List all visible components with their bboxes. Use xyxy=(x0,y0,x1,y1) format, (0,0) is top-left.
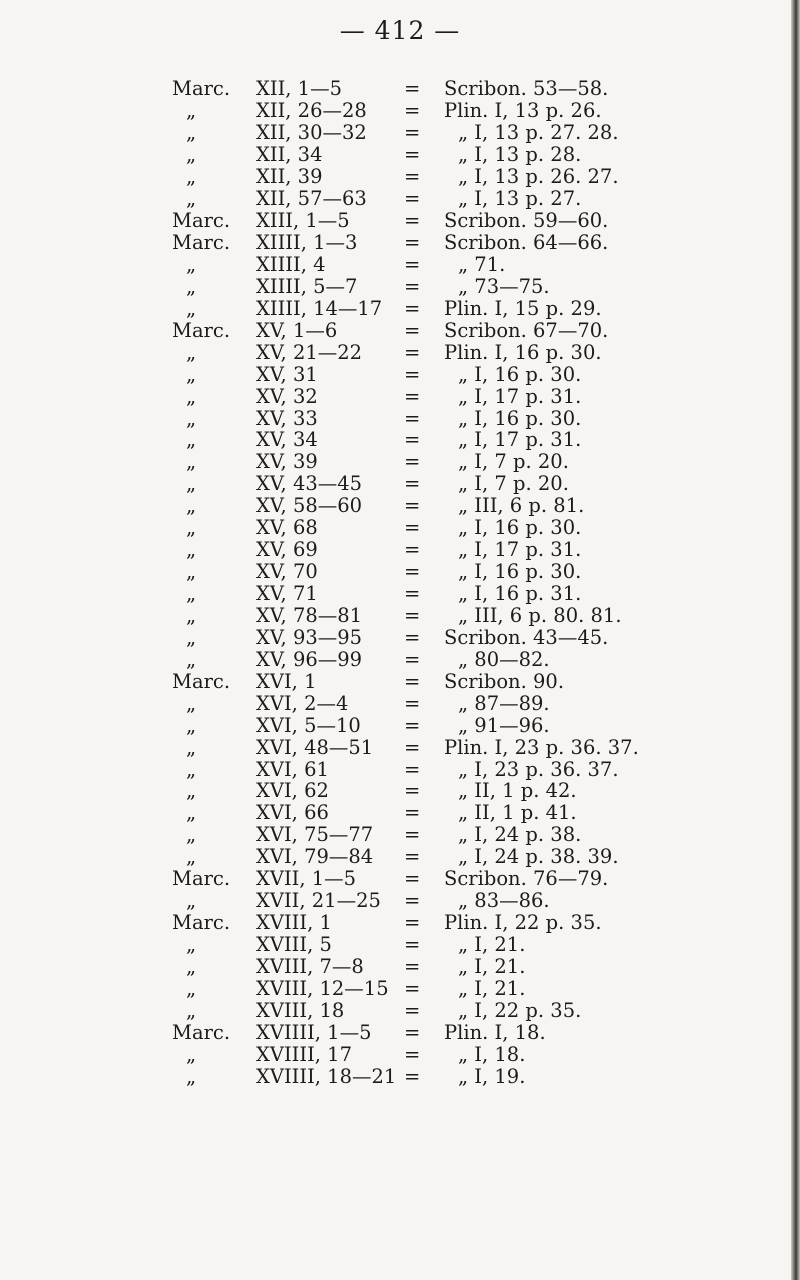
reference-cell: XII, 30—32 xyxy=(256,121,367,145)
reference-cell: XVIIII, 17 xyxy=(256,1042,352,1066)
equals-sign: = xyxy=(404,998,421,1022)
author-cell: „ xyxy=(186,384,197,408)
table-row xyxy=(172,275,639,297)
table-row xyxy=(172,78,639,100)
reference-cell: XV, 71 xyxy=(256,582,318,606)
source-cell: „ I, 16 p. 31. xyxy=(458,582,582,606)
source-cell: „ I, 21. xyxy=(458,976,526,1000)
source-cell: Scribon. 59—60. xyxy=(444,209,609,233)
reference-cell: XVIII, 1 xyxy=(256,911,332,935)
equals-sign: = xyxy=(404,187,421,211)
author-cell: „ xyxy=(186,450,197,474)
author-cell: „ xyxy=(186,252,197,276)
source-cell: „ III, 6 p. 81. xyxy=(458,494,585,518)
table-row xyxy=(172,451,639,473)
table-row xyxy=(172,407,639,429)
equals-sign: = xyxy=(404,362,421,386)
reference-cell: XIII, 1—5 xyxy=(256,209,350,233)
source-cell: „ 91—96. xyxy=(458,713,550,737)
equals-sign: = xyxy=(404,1020,421,1044)
source-cell: „ II, 1 p. 41. xyxy=(458,801,577,825)
reference-cell: XV, 70 xyxy=(256,560,318,584)
reference-cell: XVIII, 18 xyxy=(256,998,345,1022)
author-cell: „ xyxy=(186,538,197,562)
equals-sign: = xyxy=(404,428,421,452)
source-cell: „ I, 18. xyxy=(458,1042,526,1066)
reference-cell: XV, 32 xyxy=(256,384,318,408)
source-cell: „ I, 21. xyxy=(458,933,526,957)
table-row xyxy=(172,670,639,692)
reference-cell: XVII, 1—5 xyxy=(256,867,357,891)
author-cell: „ xyxy=(186,933,197,957)
source-cell: Scribon. 43—45. xyxy=(444,625,609,649)
author-cell: „ xyxy=(186,143,197,167)
page-edge xyxy=(791,0,800,1280)
source-cell: Plin. I, 22 p. 35. xyxy=(444,911,602,935)
table-row xyxy=(172,363,639,385)
reference-cell: XV, 39 xyxy=(256,450,318,474)
source-cell: „ I, 19. xyxy=(458,1064,526,1088)
reference-cell: XVI, 5—10 xyxy=(256,713,361,737)
author-cell: Marc. xyxy=(172,209,231,233)
source-cell: „ 80—82. xyxy=(458,647,550,671)
author-cell: „ xyxy=(186,362,197,386)
table-row xyxy=(172,188,639,210)
table-row xyxy=(172,539,639,561)
author-cell: „ xyxy=(186,516,197,540)
reference-cell: XVIII, 7—8 xyxy=(256,954,364,978)
table-row xyxy=(172,934,639,956)
reference-cell: XII, 39 xyxy=(256,165,323,189)
table-row xyxy=(172,561,639,583)
source-cell: Scribon. 64—66. xyxy=(444,231,609,255)
source-cell: „ 87—89. xyxy=(458,691,550,715)
source-cell: „ 71. xyxy=(458,252,506,276)
equals-sign: = xyxy=(404,691,421,715)
table-row xyxy=(172,780,639,802)
source-cell: „ I, 13 p. 28. xyxy=(458,143,582,167)
equals-sign: = xyxy=(404,296,421,320)
reference-cell: XVI, 48—51 xyxy=(256,735,374,759)
source-cell: Plin. I, 23 p. 36. 37. xyxy=(444,735,639,759)
equals-sign: = xyxy=(404,625,421,649)
equals-sign: = xyxy=(404,274,421,298)
reference-cell: XVI, 62 xyxy=(256,779,329,803)
equals-sign: = xyxy=(404,582,421,606)
reference-cell: XV, 1—6 xyxy=(256,318,338,342)
concordance-table xyxy=(172,78,639,1087)
equals-sign: = xyxy=(404,911,421,935)
equals-sign: = xyxy=(404,252,421,276)
reference-cell: XVIIII, 1—5 xyxy=(256,1020,372,1044)
equals-sign: = xyxy=(404,231,421,255)
table-row xyxy=(172,385,639,407)
reference-cell: XIIII, 14—17 xyxy=(256,296,383,320)
author-cell: „ xyxy=(186,187,197,211)
equals-sign: = xyxy=(404,384,421,408)
author-cell: Marc. xyxy=(172,318,231,342)
author-cell: „ xyxy=(186,691,197,715)
source-cell: „ I, 16 p. 30. xyxy=(458,406,582,430)
table-row xyxy=(172,210,639,232)
author-cell: „ xyxy=(186,976,197,1000)
source-cell: „ 83—86. xyxy=(458,889,550,913)
source-cell: „ I, 22 p. 35. xyxy=(458,998,582,1022)
source-cell: „ I, 23 p. 36. 37. xyxy=(458,757,619,781)
equals-sign: = xyxy=(404,1064,421,1088)
equals-sign: = xyxy=(404,647,421,671)
source-cell: Scribon. 76—79. xyxy=(444,867,609,891)
source-cell: „ I, 13 p. 26. 27. xyxy=(458,165,619,189)
author-cell: „ xyxy=(186,625,197,649)
reference-cell: XV, 58—60 xyxy=(256,494,363,518)
reference-cell: XV, 96—99 xyxy=(256,647,363,671)
author-cell: „ xyxy=(186,801,197,825)
source-cell: Plin. I, 18. xyxy=(444,1020,546,1044)
table-row xyxy=(172,736,639,758)
source-cell: Scribon. 90. xyxy=(444,669,565,693)
table-row xyxy=(172,626,639,648)
reference-cell: XV, 31 xyxy=(256,362,318,386)
source-cell: „ I, 16 p. 30. xyxy=(458,516,582,540)
source-cell: „ 73—75. xyxy=(458,274,550,298)
source-cell: „ I, 16 p. 30. xyxy=(458,362,582,386)
table-row xyxy=(172,473,639,495)
author-cell: „ xyxy=(186,121,197,145)
author-cell: „ xyxy=(186,823,197,847)
reference-cell: XII, 57—63 xyxy=(256,187,367,211)
source-cell: „ I, 24 p. 38. 39. xyxy=(458,845,619,869)
equals-sign: = xyxy=(404,121,421,145)
author-cell: „ xyxy=(186,779,197,803)
table-row xyxy=(172,846,639,868)
equals-sign: = xyxy=(404,735,421,759)
equals-sign: = xyxy=(404,889,421,913)
source-cell: „ I, 17 p. 31. xyxy=(458,384,582,408)
reference-cell: XV, 68 xyxy=(256,516,318,540)
author-cell: „ xyxy=(186,735,197,759)
author-cell: „ xyxy=(186,1042,197,1066)
table-row xyxy=(172,714,639,736)
table-row xyxy=(172,144,639,166)
source-cell: „ I, 16 p. 30. xyxy=(458,560,582,584)
reference-cell: XV, 93—95 xyxy=(256,625,363,649)
author-cell: Marc. xyxy=(172,231,231,255)
equals-sign: = xyxy=(404,538,421,562)
equals-sign: = xyxy=(404,801,421,825)
source-cell: „ I, 17 p. 31. xyxy=(458,538,582,562)
table-row xyxy=(172,254,639,276)
author-cell: „ xyxy=(186,340,197,364)
author-cell: „ xyxy=(186,296,197,320)
table-row xyxy=(172,758,639,780)
source-cell: „ I, 17 p. 31. xyxy=(458,428,582,452)
table-row xyxy=(172,802,639,824)
author-cell: Marc. xyxy=(172,867,231,891)
source-cell: „ I, 21. xyxy=(458,954,526,978)
reference-cell: XVII, 21—25 xyxy=(256,889,381,913)
author-cell: „ xyxy=(186,582,197,606)
table-row xyxy=(172,692,639,714)
reference-cell: XVIII, 5 xyxy=(256,933,332,957)
reference-cell: XVIIII, 18—21 xyxy=(256,1064,397,1088)
author-cell: „ xyxy=(186,998,197,1022)
reference-cell: XV, 33 xyxy=(256,406,318,430)
equals-sign: = xyxy=(404,713,421,737)
reference-cell: XV, 21—22 xyxy=(256,340,363,364)
reference-cell: XVI, 79—84 xyxy=(256,845,374,869)
reference-cell: XV, 43—45 xyxy=(256,472,363,496)
equals-sign: = xyxy=(404,340,421,364)
author-cell: Marc. xyxy=(172,669,231,693)
reference-cell: XIIII, 1—3 xyxy=(256,231,358,255)
author-cell: „ xyxy=(186,494,197,518)
equals-sign: = xyxy=(404,165,421,189)
equals-sign: = xyxy=(404,845,421,869)
reference-cell: XVI, 66 xyxy=(256,801,329,825)
table-row xyxy=(172,341,639,363)
table-row xyxy=(172,912,639,934)
equals-sign: = xyxy=(404,1042,421,1066)
source-cell: Plin. I, 15 p. 29. xyxy=(444,296,602,320)
source-cell: „ I, 13 p. 27. 28. xyxy=(458,121,619,145)
equals-sign: = xyxy=(404,99,421,123)
table-row xyxy=(172,1043,639,1065)
equals-sign: = xyxy=(404,560,421,584)
table-row xyxy=(172,166,639,188)
table-row xyxy=(172,956,639,978)
reference-cell: XII, 1—5 xyxy=(256,77,342,101)
author-cell: „ xyxy=(186,406,197,430)
table-row xyxy=(172,648,639,670)
table-row xyxy=(172,999,639,1021)
author-cell: „ xyxy=(186,713,197,737)
equals-sign: = xyxy=(404,603,421,627)
table-row xyxy=(172,977,639,999)
equals-sign: = xyxy=(404,976,421,1000)
table-row xyxy=(172,605,639,627)
reference-cell: XV, 69 xyxy=(256,538,318,562)
author-cell: „ xyxy=(186,560,197,584)
author-cell: Marc. xyxy=(172,1020,231,1044)
reference-cell: XVI, 2—4 xyxy=(256,691,349,715)
equals-sign: = xyxy=(404,954,421,978)
reference-cell: XV, 78—81 xyxy=(256,603,363,627)
equals-sign: = xyxy=(404,494,421,518)
equals-sign: = xyxy=(404,77,421,101)
equals-sign: = xyxy=(404,669,421,693)
reference-cell: XIIII, 4 xyxy=(256,252,326,276)
source-cell: Scribon. 67—70. xyxy=(444,318,609,342)
equals-sign: = xyxy=(404,406,421,430)
table-row xyxy=(172,232,639,254)
reference-cell: XII, 34 xyxy=(256,143,323,167)
equals-sign: = xyxy=(404,933,421,957)
table-row xyxy=(172,495,639,517)
source-cell: Plin. I, 16 p. 30. xyxy=(444,340,602,364)
source-cell: Plin. I, 13 p. 26. xyxy=(444,99,602,123)
source-cell: „ I, 24 p. 38. xyxy=(458,823,582,847)
author-cell: „ xyxy=(186,274,197,298)
author-cell: Marc. xyxy=(172,77,231,101)
table-row xyxy=(172,517,639,539)
table-row xyxy=(172,890,639,912)
reference-cell: XV, 34 xyxy=(256,428,318,452)
author-cell: „ xyxy=(186,428,197,452)
table-row xyxy=(172,297,639,319)
author-cell: „ xyxy=(186,954,197,978)
reference-cell: XIIII, 5—7 xyxy=(256,274,358,298)
source-cell: „ I, 7 p. 20. xyxy=(458,450,569,474)
reference-cell: XII, 26—28 xyxy=(256,99,367,123)
equals-sign: = xyxy=(404,779,421,803)
equals-sign: = xyxy=(404,823,421,847)
author-cell: „ xyxy=(186,603,197,627)
equals-sign: = xyxy=(404,143,421,167)
author-cell: „ xyxy=(186,647,197,671)
table-row xyxy=(172,1021,639,1043)
author-cell: „ xyxy=(186,472,197,496)
reference-cell: XVI, 61 xyxy=(256,757,329,781)
page-number: — 412 — xyxy=(339,16,461,45)
table-row xyxy=(172,583,639,605)
author-cell: Marc. xyxy=(172,911,231,935)
author-cell: „ xyxy=(186,99,197,123)
source-cell: „ III, 6 p. 80. 81. xyxy=(458,603,622,627)
author-cell: „ xyxy=(186,757,197,781)
table-row xyxy=(172,122,639,144)
author-cell: „ xyxy=(186,165,197,189)
table-row xyxy=(172,868,639,890)
source-cell: Scribon. 53—58. xyxy=(444,77,609,101)
author-cell: „ xyxy=(186,889,197,913)
equals-sign: = xyxy=(404,757,421,781)
table-row xyxy=(172,429,639,451)
equals-sign: = xyxy=(404,516,421,540)
author-cell: „ xyxy=(186,1064,197,1088)
source-cell: „ I, 13 p. 27. xyxy=(458,187,582,211)
reference-cell: XVI, 75—77 xyxy=(256,823,374,847)
equals-sign: = xyxy=(404,450,421,474)
source-cell: „ I, 7 p. 20. xyxy=(458,472,569,496)
reference-cell: XVIII, 12—15 xyxy=(256,976,389,1000)
equals-sign: = xyxy=(404,318,421,342)
equals-sign: = xyxy=(404,209,421,233)
table-row xyxy=(172,1065,639,1087)
table-row xyxy=(172,824,639,846)
reference-cell: XVI, 1 xyxy=(256,669,317,693)
source-cell: „ II, 1 p. 42. xyxy=(458,779,577,803)
equals-sign: = xyxy=(404,472,421,496)
author-cell: „ xyxy=(186,845,197,869)
table-row xyxy=(172,319,639,341)
table-row xyxy=(172,100,639,122)
equals-sign: = xyxy=(404,867,421,891)
